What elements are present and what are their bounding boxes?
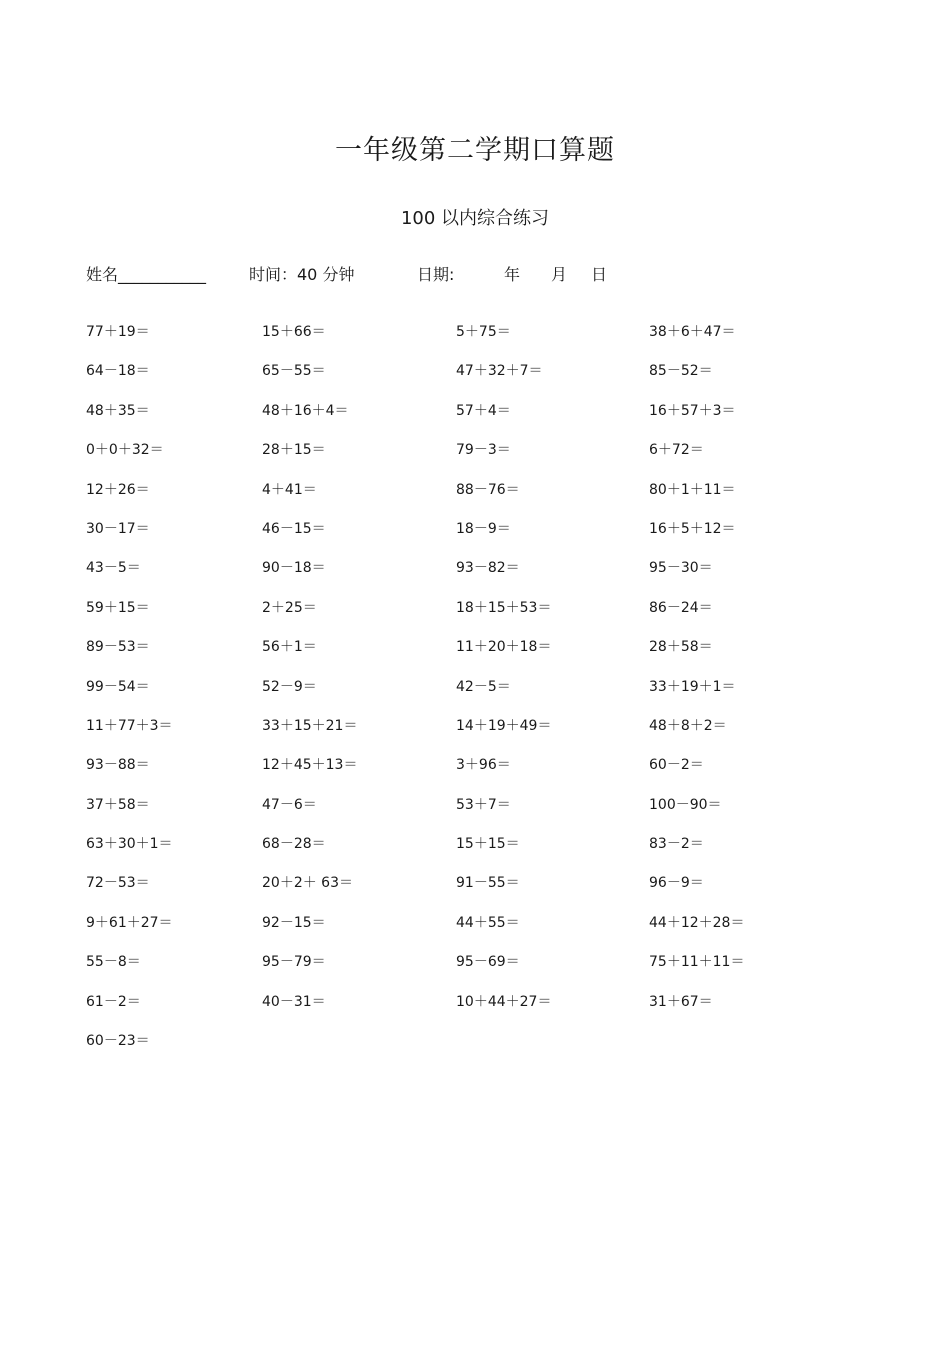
problem-item: 89－53＝	[86, 639, 150, 656]
problem-row	[0, 755, 950, 794]
problem-item: 46－15＝	[262, 520, 326, 537]
problem-row	[0, 440, 950, 479]
problem-item: 30－17＝	[86, 520, 150, 537]
problem-item: 61－2＝	[86, 993, 141, 1010]
problem-item: 99－54＝	[86, 678, 150, 695]
problem-item: 85－52＝	[649, 363, 713, 380]
problem-item: 100－90＝	[649, 796, 722, 813]
problem-item: 55－8＝	[86, 954, 141, 971]
problem-row	[0, 322, 950, 361]
problem-item: 92－15＝	[262, 914, 326, 931]
problem-item: 4＋41＝	[262, 481, 317, 498]
problem-grid	[0, 322, 950, 1070]
problem-row	[0, 873, 950, 912]
date-label: 日期:	[417, 265, 455, 284]
problem-row	[0, 795, 950, 834]
problem-item: 33＋15＋21＝	[262, 717, 358, 734]
problem-item: 63＋30＋1＝	[86, 836, 173, 853]
problem-row	[0, 519, 950, 558]
problem-item: 68－28＝	[262, 836, 326, 853]
problem-item: 96－9＝	[649, 875, 704, 892]
problem-item: 38＋6＋47＝	[649, 324, 736, 340]
problem-item: 57＋4＝	[456, 402, 511, 419]
problem-item: 5＋75＝	[456, 324, 511, 340]
problem-item: 10＋44＋27＝	[456, 993, 552, 1010]
problem-item: 11＋20＋18＝	[456, 639, 552, 656]
problem-item: 79－3＝	[456, 442, 511, 459]
problem-item: 95－30＝	[649, 560, 713, 577]
problem-item: 14＋19＋49＝	[456, 717, 552, 734]
name-label: 姓名___________	[86, 265, 207, 284]
problem-item: 12＋45＋13＝	[262, 757, 358, 774]
problem-row	[0, 558, 950, 597]
problem-item: 93－88＝	[86, 757, 150, 774]
problem-row	[0, 401, 950, 440]
problem-row	[0, 913, 950, 952]
problem-row	[0, 952, 950, 991]
problem-item: 60－23＝	[86, 1033, 150, 1050]
problem-item: 40－31＝	[262, 993, 326, 1010]
problem-item: 18＋15＋53＝	[456, 599, 552, 616]
problem-row	[0, 1031, 950, 1070]
problem-item: 44＋12＋28＝	[649, 914, 745, 931]
problem-item: 43－5＝	[86, 560, 141, 577]
problem-item: 15＋15＝	[456, 836, 520, 853]
problem-item: 18－9＝	[456, 520, 511, 537]
problem-item: 52－9＝	[262, 678, 317, 695]
page-subtitle: 100 以内综合练习	[400, 208, 550, 229]
problem-item: 47＋32＋7＝	[456, 363, 543, 380]
problem-item: 12＋26＝	[86, 481, 150, 498]
problem-item: 77＋19＝	[86, 324, 150, 340]
problem-item: 2＋25＝	[262, 599, 317, 616]
problem-item: 37＋58＝	[86, 796, 150, 813]
problem-item: 90－18＝	[262, 560, 326, 577]
date-day-label: 日	[591, 265, 608, 284]
problem-item: 31＋67＝	[649, 993, 713, 1010]
problem-item: 20＋2＋ 63＝	[262, 875, 353, 892]
problem-item: 47－6＝	[262, 796, 317, 813]
problem-item: 42－5＝	[456, 678, 511, 695]
date-month-label: 月	[551, 265, 568, 284]
problem-item: 83－2＝	[649, 836, 704, 853]
problem-item: 44＋55＝	[456, 914, 520, 931]
problem-item: 33＋19＋1＝	[649, 678, 736, 695]
problem-item: 95－69＝	[456, 954, 520, 971]
problem-row	[0, 992, 950, 1031]
problem-item: 56＋1＝	[262, 639, 317, 656]
problem-item: 48＋35＝	[86, 402, 150, 419]
page-title: 一年级第二学期口算题	[335, 135, 615, 166]
problem-item: 91－55＝	[456, 875, 520, 892]
time-label: 时间：40 分钟	[249, 265, 355, 284]
problem-item: 48＋8＋2＝	[649, 717, 727, 734]
problem-item: 88－76＝	[456, 481, 520, 498]
problem-item: 60－2＝	[649, 757, 704, 774]
problem-item: 86－24＝	[649, 599, 713, 616]
problem-item: 28＋15＝	[262, 442, 326, 459]
problem-item: 16＋5＋12＝	[649, 520, 736, 537]
problem-row	[0, 361, 950, 400]
problem-row	[0, 716, 950, 755]
problem-item: 48＋16＋4＝	[262, 402, 349, 419]
problem-row	[0, 677, 950, 716]
problem-item: 28＋58＝	[649, 639, 713, 656]
problem-item: 15＋66＝	[262, 324, 326, 340]
problem-item: 3＋96＝	[456, 757, 511, 774]
date-year-label: 年	[504, 265, 521, 284]
problem-row	[0, 637, 950, 676]
problem-row	[0, 834, 950, 873]
problem-item: 95－79＝	[262, 954, 326, 971]
problem-row	[0, 480, 950, 519]
problem-row	[0, 598, 950, 637]
problem-item: 9＋61＋27＝	[86, 914, 173, 931]
problem-item: 59＋15＝	[86, 599, 150, 616]
problem-item: 16＋57＋3＝	[649, 402, 736, 419]
problem-item: 6＋72＝	[649, 442, 704, 459]
problem-item: 80＋1＋11＝	[649, 481, 736, 498]
problem-item: 11＋77＋3＝	[86, 717, 173, 734]
problem-item: 53＋7＝	[456, 796, 511, 813]
problem-item: 72－53＝	[86, 875, 150, 892]
problem-item: 75＋11＋11＝	[649, 954, 745, 971]
problem-item: 0＋0＋32＝	[86, 442, 164, 459]
problem-item: 93－82＝	[456, 560, 520, 577]
problem-item: 64－18＝	[86, 363, 150, 380]
problem-item: 65－55＝	[262, 363, 326, 380]
